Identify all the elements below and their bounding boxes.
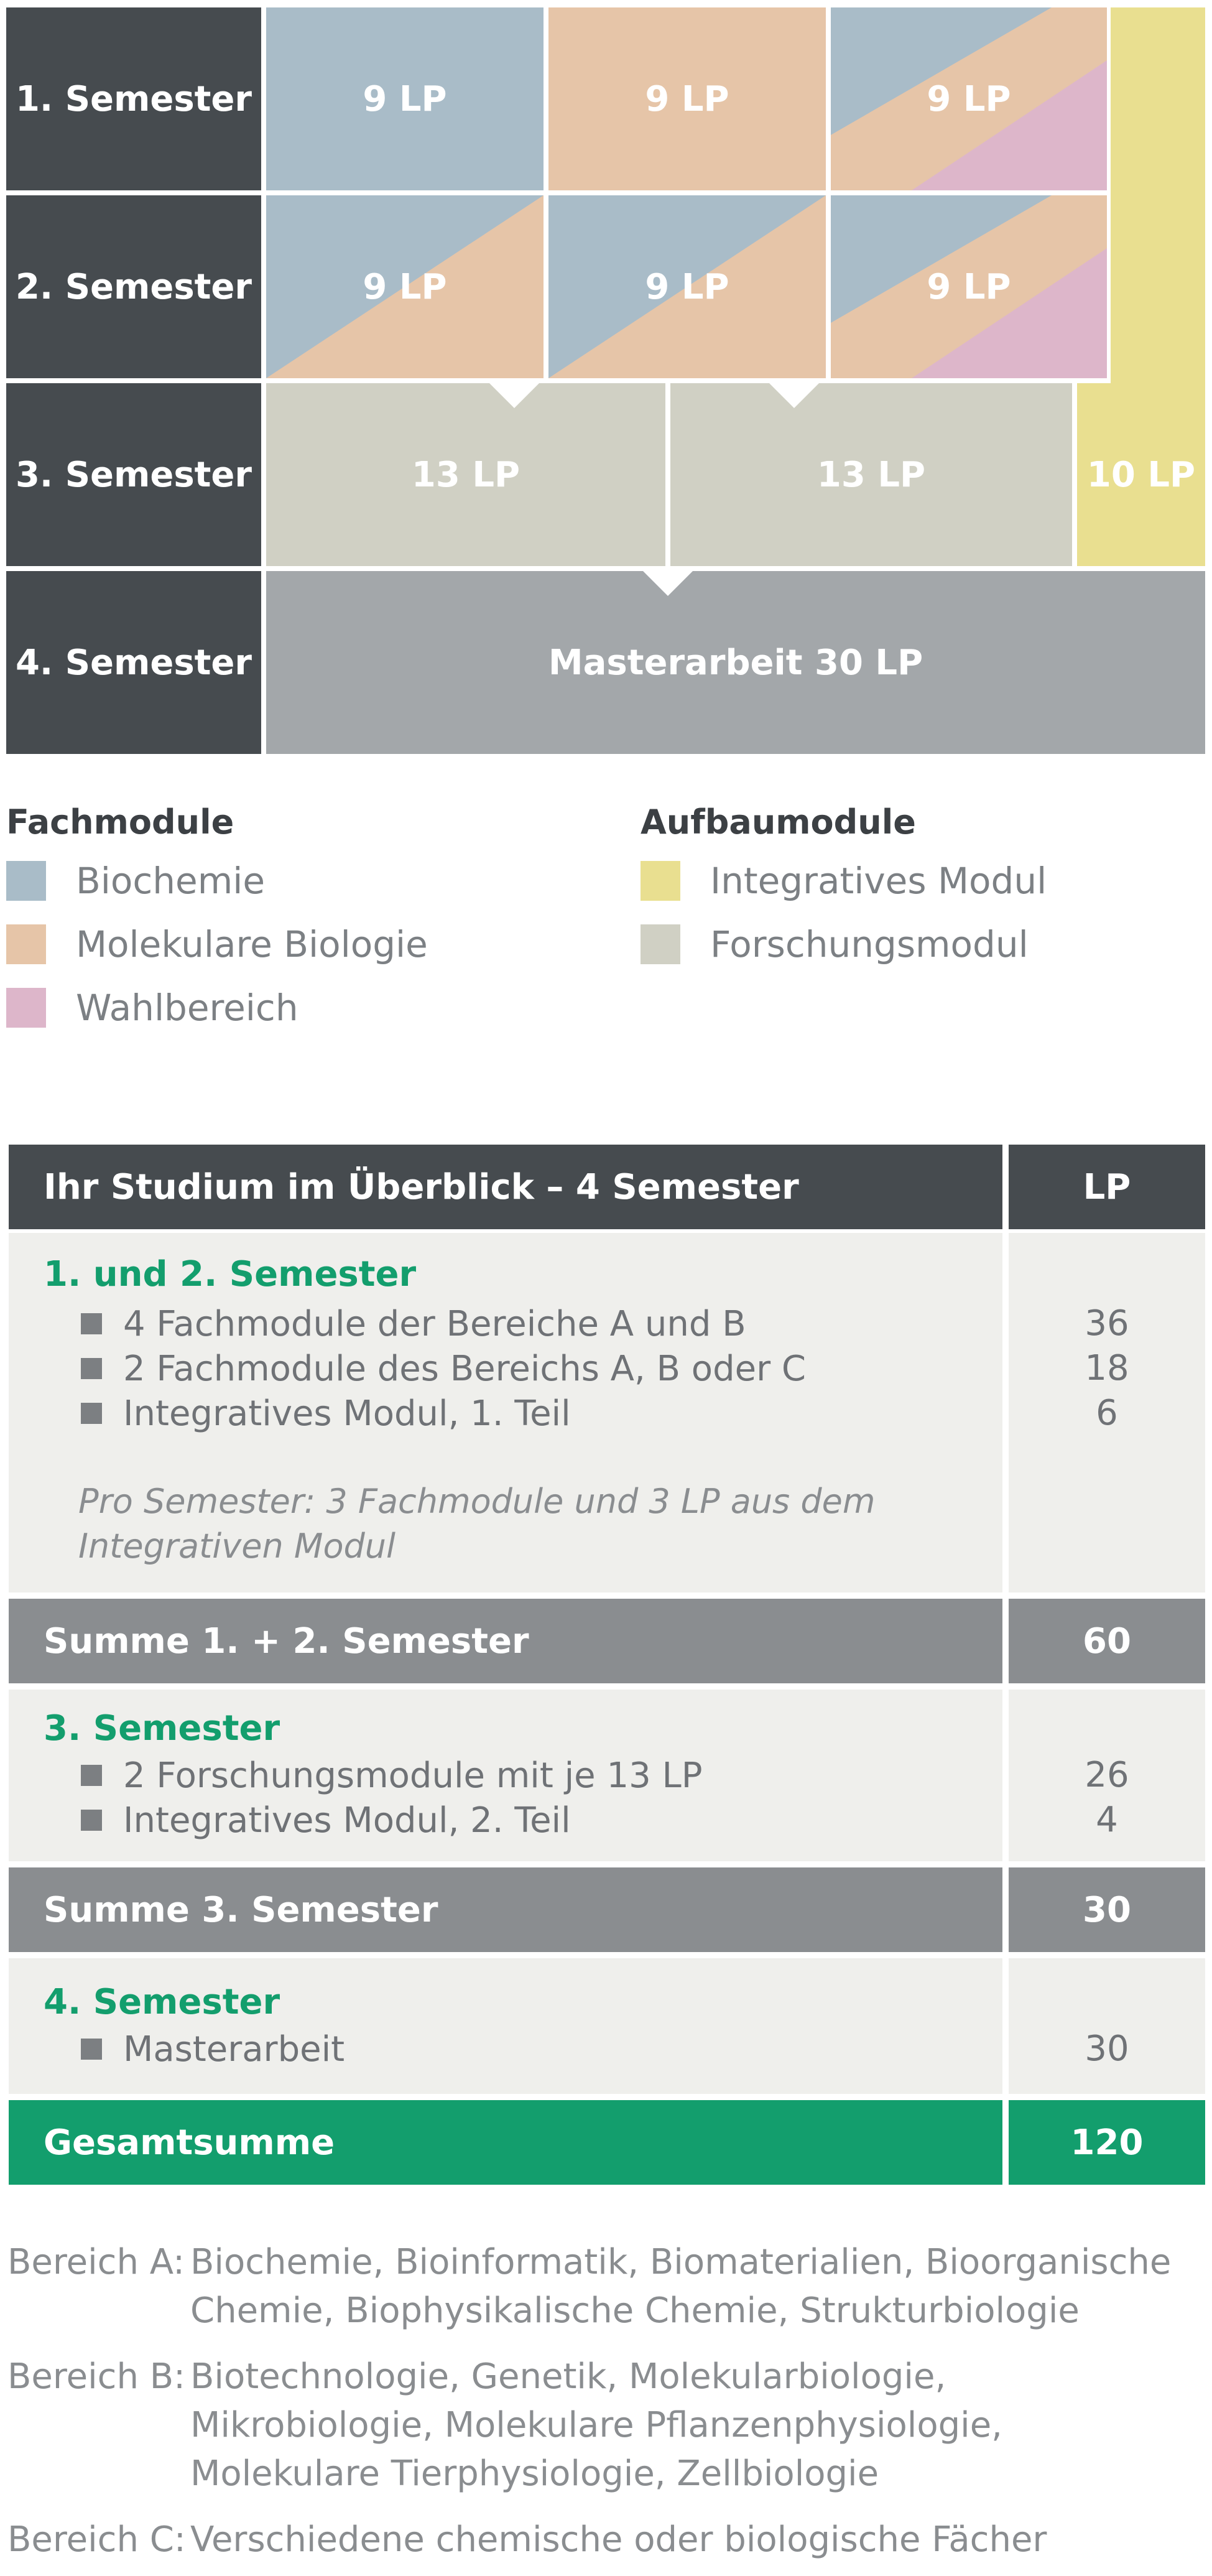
sum-row-2-lp bbox=[1009, 1867, 1205, 1952]
sum-row-1-value: 60 bbox=[1083, 1620, 1131, 1662]
section-2-item-2 bbox=[81, 1798, 571, 1843]
swatch-forschungsmodul bbox=[641, 924, 680, 964]
section-1-item-1-lp: 36 bbox=[1085, 1303, 1129, 1344]
cell-s1c2-label: 9 LP bbox=[645, 78, 729, 119]
section-1-item-3 bbox=[81, 1391, 571, 1436]
total-row-value: 120 bbox=[1070, 2122, 1144, 2163]
section-2-item-2-lp: 4 bbox=[1096, 1800, 1118, 1840]
integrative-module-lp: 10 LP bbox=[1086, 454, 1196, 495]
cell-s3-forschungsmodul-2 bbox=[670, 383, 1072, 566]
section-1-item-3-lp: 6 bbox=[1096, 1393, 1118, 1433]
semester-label-3: 3. Semester bbox=[6, 383, 261, 566]
swatch-biochemie bbox=[6, 861, 46, 901]
legend-label-biochemie: Biochemie bbox=[76, 860, 266, 902]
swatch-integratives-modul bbox=[641, 861, 680, 901]
notch-arrow-3 bbox=[641, 569, 695, 596]
square-bullet-icon bbox=[81, 1313, 102, 1334]
legend-label-wahlbereich: Wahlbereich bbox=[76, 987, 298, 1029]
legend-label-forschungsmodul: Forschungsmodul bbox=[710, 923, 1029, 965]
section-1-item-1-label: 4 Fachmodule der Bereiche A und B bbox=[123, 1303, 746, 1344]
legend bbox=[6, 802, 1206, 1051]
cell-s2-mixed-2 bbox=[548, 195, 826, 378]
sum-row-1-label: Summe 1. + 2. Semester bbox=[44, 1620, 529, 1662]
sum-row-2 bbox=[9, 1867, 1002, 1952]
cell-s1c3-label: 9 LP bbox=[927, 78, 1011, 119]
semester-label-1: 1. Semester bbox=[6, 7, 261, 190]
swatch-molekulare-biologie bbox=[6, 924, 46, 964]
total-row-lp bbox=[1009, 2100, 1205, 2185]
area-b-line-2: Mikrobiologie, Molekulare Pflanzenphysiologie, bbox=[190, 2405, 1002, 2445]
cell-s4-label: Masterarbeit 30 LP bbox=[548, 642, 923, 683]
legend-item-biochemie bbox=[6, 858, 265, 903]
section-3-title: 4. Semester bbox=[44, 1982, 280, 2022]
notch-arrow-1 bbox=[487, 381, 542, 408]
legend-label-integratives-modul: Integratives Modul bbox=[710, 860, 1047, 902]
table-header-title: Ihr Studium im Überblick – 4 Semester bbox=[44, 1166, 799, 1207]
legend-item-forschungsmodul bbox=[641, 922, 1029, 967]
cell-s1c1-label: 9 LP bbox=[363, 78, 447, 119]
square-bullet-icon bbox=[81, 1765, 102, 1786]
cell-s2c1-label: 9 LP bbox=[363, 266, 447, 307]
area-a-label: Bereich A: bbox=[7, 2242, 185, 2282]
section-2-item-1 bbox=[81, 1753, 702, 1798]
section-3-item-1-lp: 30 bbox=[1085, 2029, 1129, 2069]
semester-label-4: 4. Semester bbox=[6, 571, 261, 754]
section-1-item-2 bbox=[81, 1346, 806, 1391]
cell-s2c2-label: 9 LP bbox=[645, 266, 729, 307]
section-2-item-1-lp: 26 bbox=[1085, 1755, 1129, 1795]
cell-s2-mixed-1 bbox=[266, 195, 544, 378]
cell-s1-molekulare-biologie bbox=[548, 7, 826, 190]
square-bullet-icon bbox=[81, 2039, 102, 2060]
sum-row-2-value: 30 bbox=[1083, 1889, 1131, 1930]
section-2-item-1-label: 2 Forschungsmodule mit je 13 LP bbox=[123, 1755, 703, 1796]
section-1-title: 1. und 2. Semester bbox=[44, 1254, 417, 1295]
sum-row-1-lp bbox=[1009, 1599, 1205, 1683]
section-3-item-1 bbox=[81, 2027, 345, 2071]
table-header-lp-label: LP bbox=[1083, 1166, 1131, 1207]
section-1-item-2-lp: 18 bbox=[1085, 1348, 1129, 1388]
section-1-item-2-label: 2 Fachmodule des Bereichs A, B oder C bbox=[123, 1348, 806, 1389]
section-1-note-line-2: Integrativen Modul bbox=[78, 1527, 396, 1566]
square-bullet-icon bbox=[81, 1358, 102, 1379]
cell-s2c3-label: 9 LP bbox=[927, 266, 1011, 307]
legend-item-integratives-modul bbox=[641, 858, 1047, 903]
area-b-line-3: Molekulare Tierphysiologie, Zellbiologie bbox=[190, 2453, 879, 2494]
area-a-line-1: Biochemie, Bioinformatik, Biomaterialien, Bioorganische bbox=[190, 2242, 1172, 2282]
table-header-lp bbox=[1009, 1145, 1205, 1229]
area-c-label: Bereich C: bbox=[7, 2519, 186, 2560]
section-2-item-2-label: Integratives Modul, 2. Teil bbox=[123, 1800, 571, 1841]
swatch-wahlbereich bbox=[6, 988, 46, 1028]
cell-s3-forschungsmodul-1 bbox=[266, 383, 665, 566]
section-1-item-3-label: Integratives Modul, 1. Teil bbox=[123, 1393, 571, 1434]
cell-s3c1-label: 13 LP bbox=[411, 454, 520, 495]
area-b-label: Bereich B: bbox=[7, 2356, 186, 2397]
sum-row-2-label: Summe 3. Semester bbox=[44, 1889, 438, 1930]
section-3-item-1-label: Masterarbeit bbox=[123, 2029, 345, 2070]
square-bullet-icon bbox=[81, 1403, 102, 1424]
area-b-line-1: Biotechnologie, Genetik, Molekularbiologie, bbox=[190, 2356, 946, 2397]
cell-s4-masterarbeit bbox=[266, 571, 1205, 754]
legend-item-molekulare-biologie bbox=[6, 922, 428, 967]
cell-s1-mixed bbox=[831, 7, 1107, 190]
cell-s1-biochemie bbox=[266, 7, 544, 190]
total-row-label: Gesamtsumme bbox=[44, 2122, 335, 2163]
legend-label-molekulare-biologie: Molekulare Biologie bbox=[76, 923, 428, 965]
cell-s3c2-label: 13 LP bbox=[816, 454, 926, 495]
section-1-item-1 bbox=[81, 1301, 746, 1346]
cell-s2-mixed-3 bbox=[831, 195, 1107, 378]
table-header bbox=[9, 1145, 1002, 1229]
area-c-line-1: Verschiedene chemische oder biologische Fächer bbox=[190, 2519, 1047, 2560]
semester-label-2: 2. Semester bbox=[6, 195, 261, 378]
notch-arrow-2 bbox=[767, 381, 821, 408]
square-bullet-icon bbox=[81, 1810, 102, 1831]
legend-title-fachmodule: Fachmodule bbox=[6, 802, 234, 842]
section-2-title: 3. Semester bbox=[44, 1708, 280, 1749]
section-1-note-line-1: Pro Semester: 3 Fachmodule und 3 LP aus dem bbox=[78, 1482, 876, 1521]
sum-row-1 bbox=[9, 1599, 1002, 1683]
section-3-content bbox=[9, 1958, 1002, 2094]
area-a-line-2: Chemie, Biophysikalische Chemie, Strukturbiologie bbox=[190, 2290, 1080, 2331]
legend-title-aufbaumodule: Aufbaumodule bbox=[641, 802, 916, 842]
total-row bbox=[9, 2100, 1002, 2185]
section-3-lp bbox=[1009, 1958, 1205, 2094]
legend-item-wahlbereich bbox=[6, 985, 298, 1030]
